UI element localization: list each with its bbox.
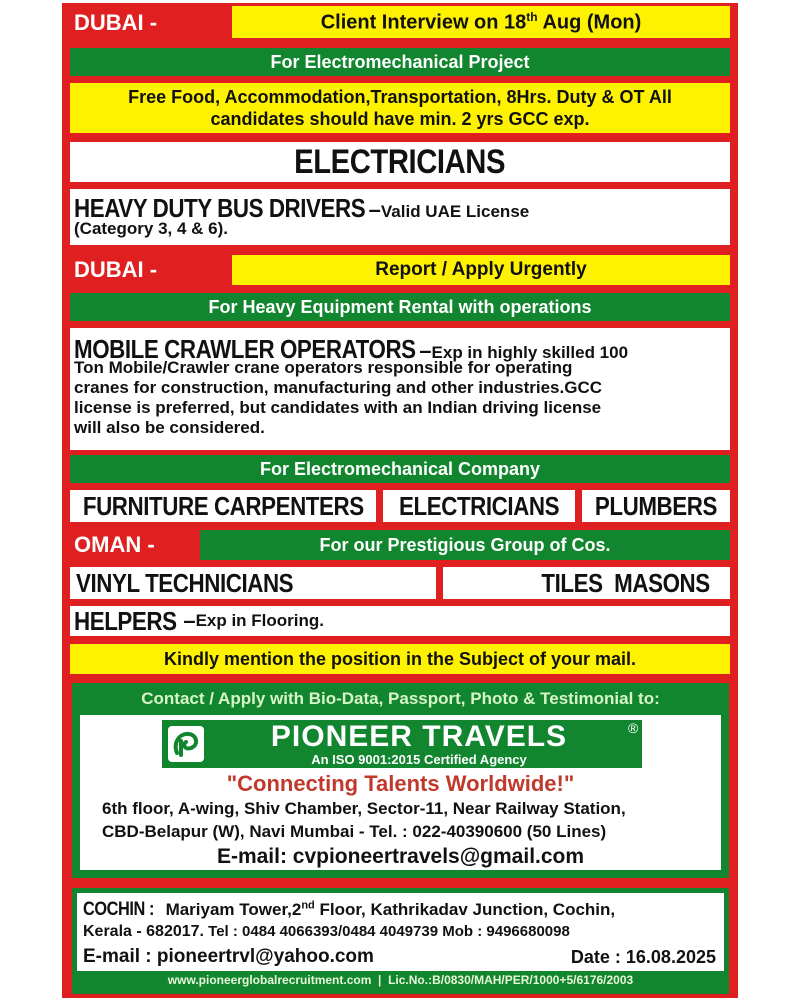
job-desc: cranes for construction, manufacturing and other industries.GCC	[74, 378, 603, 397]
benefits-line-2: candidates should have min. 2 yrs GCC exp.	[210, 109, 590, 129]
project-text: For Heavy Equipment Rental with operations	[208, 296, 592, 317]
job-title: TILES MASONS	[541, 567, 710, 598]
interview-banner	[232, 6, 730, 38]
date-text: Date : 16.08.2025	[570, 947, 716, 967]
location-text: DUBAI -	[74, 10, 158, 35]
job-vinyl-box	[70, 567, 436, 599]
note-banner	[70, 644, 730, 674]
cochin-email[interactable]: E-mail : pioneertrvl@yahoo.com	[83, 946, 374, 967]
job-helpers-box	[70, 606, 730, 636]
tagline: "Connecting Talents Worldwide!"	[226, 771, 575, 796]
location-text: OMAN -	[74, 532, 155, 557]
job-title: PLUMBERS	[594, 490, 718, 521]
job-plumbers-box	[582, 490, 730, 522]
job-electricians-box	[70, 142, 730, 182]
job-title: MOBILE CRAWLER OPERATORS	[74, 334, 416, 364]
cochin-line-2: Kerala - 682017. Tel : 0484 4066393/0484 4049739 Mob : 9496680098	[83, 923, 570, 940]
job-electricians-2-box	[383, 490, 575, 522]
job-desc: Exp in highly skilled 100	[431, 343, 629, 362]
contact-inner	[80, 715, 721, 870]
dash: –	[183, 608, 196, 633]
oman-banner-text: For our Prestigious Group of Cos.	[319, 534, 611, 555]
company-name: PIONEER TRAVELS	[270, 720, 568, 753]
interview-text: Client Interview on 18th Aug (Mon)	[320, 9, 642, 34]
job-desc: will also be considered.	[74, 418, 265, 437]
job-crawler-box	[70, 328, 730, 450]
job-desc: Exp in Flooring.	[195, 611, 325, 630]
dash: –	[419, 338, 432, 363]
job-title: HELPERS	[74, 606, 177, 636]
project-text: For Electromechanical Project	[270, 51, 530, 72]
oman-banner	[200, 530, 730, 560]
company-logo-banner	[162, 720, 642, 768]
dash: –	[368, 197, 381, 222]
location-label-dubai-1	[74, 7, 204, 39]
location-label-dubai-2	[74, 254, 204, 286]
iso-text: An ISO 9001:2015 Certified Agency	[311, 752, 527, 767]
project-text: For Electromechanical Company	[259, 458, 541, 479]
urgent-banner	[232, 255, 730, 285]
footer-text[interactable]: www.pioneerglobalrecruitment.com | Lic.No.:B/0830/MAH/PER/1000+5/6176/2003	[167, 973, 634, 987]
project-banner-2	[70, 293, 730, 321]
address-line-1: 6th floor, A-wing, Shiv Chamber, Sector-11, Near Railway Station,	[102, 799, 626, 818]
job-title: ELECTRICIANS	[398, 490, 560, 521]
job-bus-drivers-box	[70, 189, 730, 245]
job-title: VINYL TECHNICIANS	[76, 567, 294, 598]
contact-header: Contact / Apply with Bio-Data, Passport, Photo & Testimonial to:	[141, 689, 660, 708]
job-tiles-box	[443, 567, 730, 599]
cochin-inner	[77, 893, 724, 971]
urgent-text: Report / Apply Urgently	[375, 259, 587, 280]
project-banner-1	[70, 48, 730, 76]
contact-block	[72, 683, 729, 878]
cochin-block	[72, 888, 729, 994]
job-desc: (Category 3, 4 & 6).	[74, 219, 228, 238]
pioneer-logo-icon	[168, 726, 204, 762]
project-banner-3	[70, 455, 730, 483]
cochin-label: COCHIN :	[83, 899, 155, 920]
cochin-line-1: COCHIN : Mariyam Tower,2nd Floor, Kathrikadav Junction, Cochin,	[83, 899, 616, 920]
location-text: DUBAI -	[74, 257, 158, 282]
address-line-2: CBD-Belapur (W), Navi Mumbai - Tel. : 022-40390600 (50 Lines)	[102, 822, 607, 841]
job-carpenters-box	[70, 490, 376, 522]
job-title: ELECTRICIANS	[294, 142, 506, 181]
note-text: Kindly mention the position in the Subject of your mail.	[163, 648, 637, 669]
benefits-banner	[70, 83, 730, 133]
job-desc: license is preferred, but candidates with an Indian driving license	[74, 398, 602, 417]
contact-email[interactable]: E-mail: cvpioneertravels@gmail.com	[216, 845, 585, 868]
location-label-oman	[74, 530, 198, 560]
job-desc: Valid UAE License	[380, 202, 530, 221]
job-title: FURNITURE CARPENTERS	[82, 490, 364, 521]
benefits-line-1: Free Food, Accommodation,Transportation, 8Hrs. Duty & OT All	[128, 87, 672, 107]
registered-mark: ®	[628, 720, 639, 736]
job-desc: Ton Mobile/Crawler crane operators responsible for operating	[74, 358, 573, 377]
job-title: HEAVY DUTY BUS DRIVERS	[74, 193, 366, 223]
